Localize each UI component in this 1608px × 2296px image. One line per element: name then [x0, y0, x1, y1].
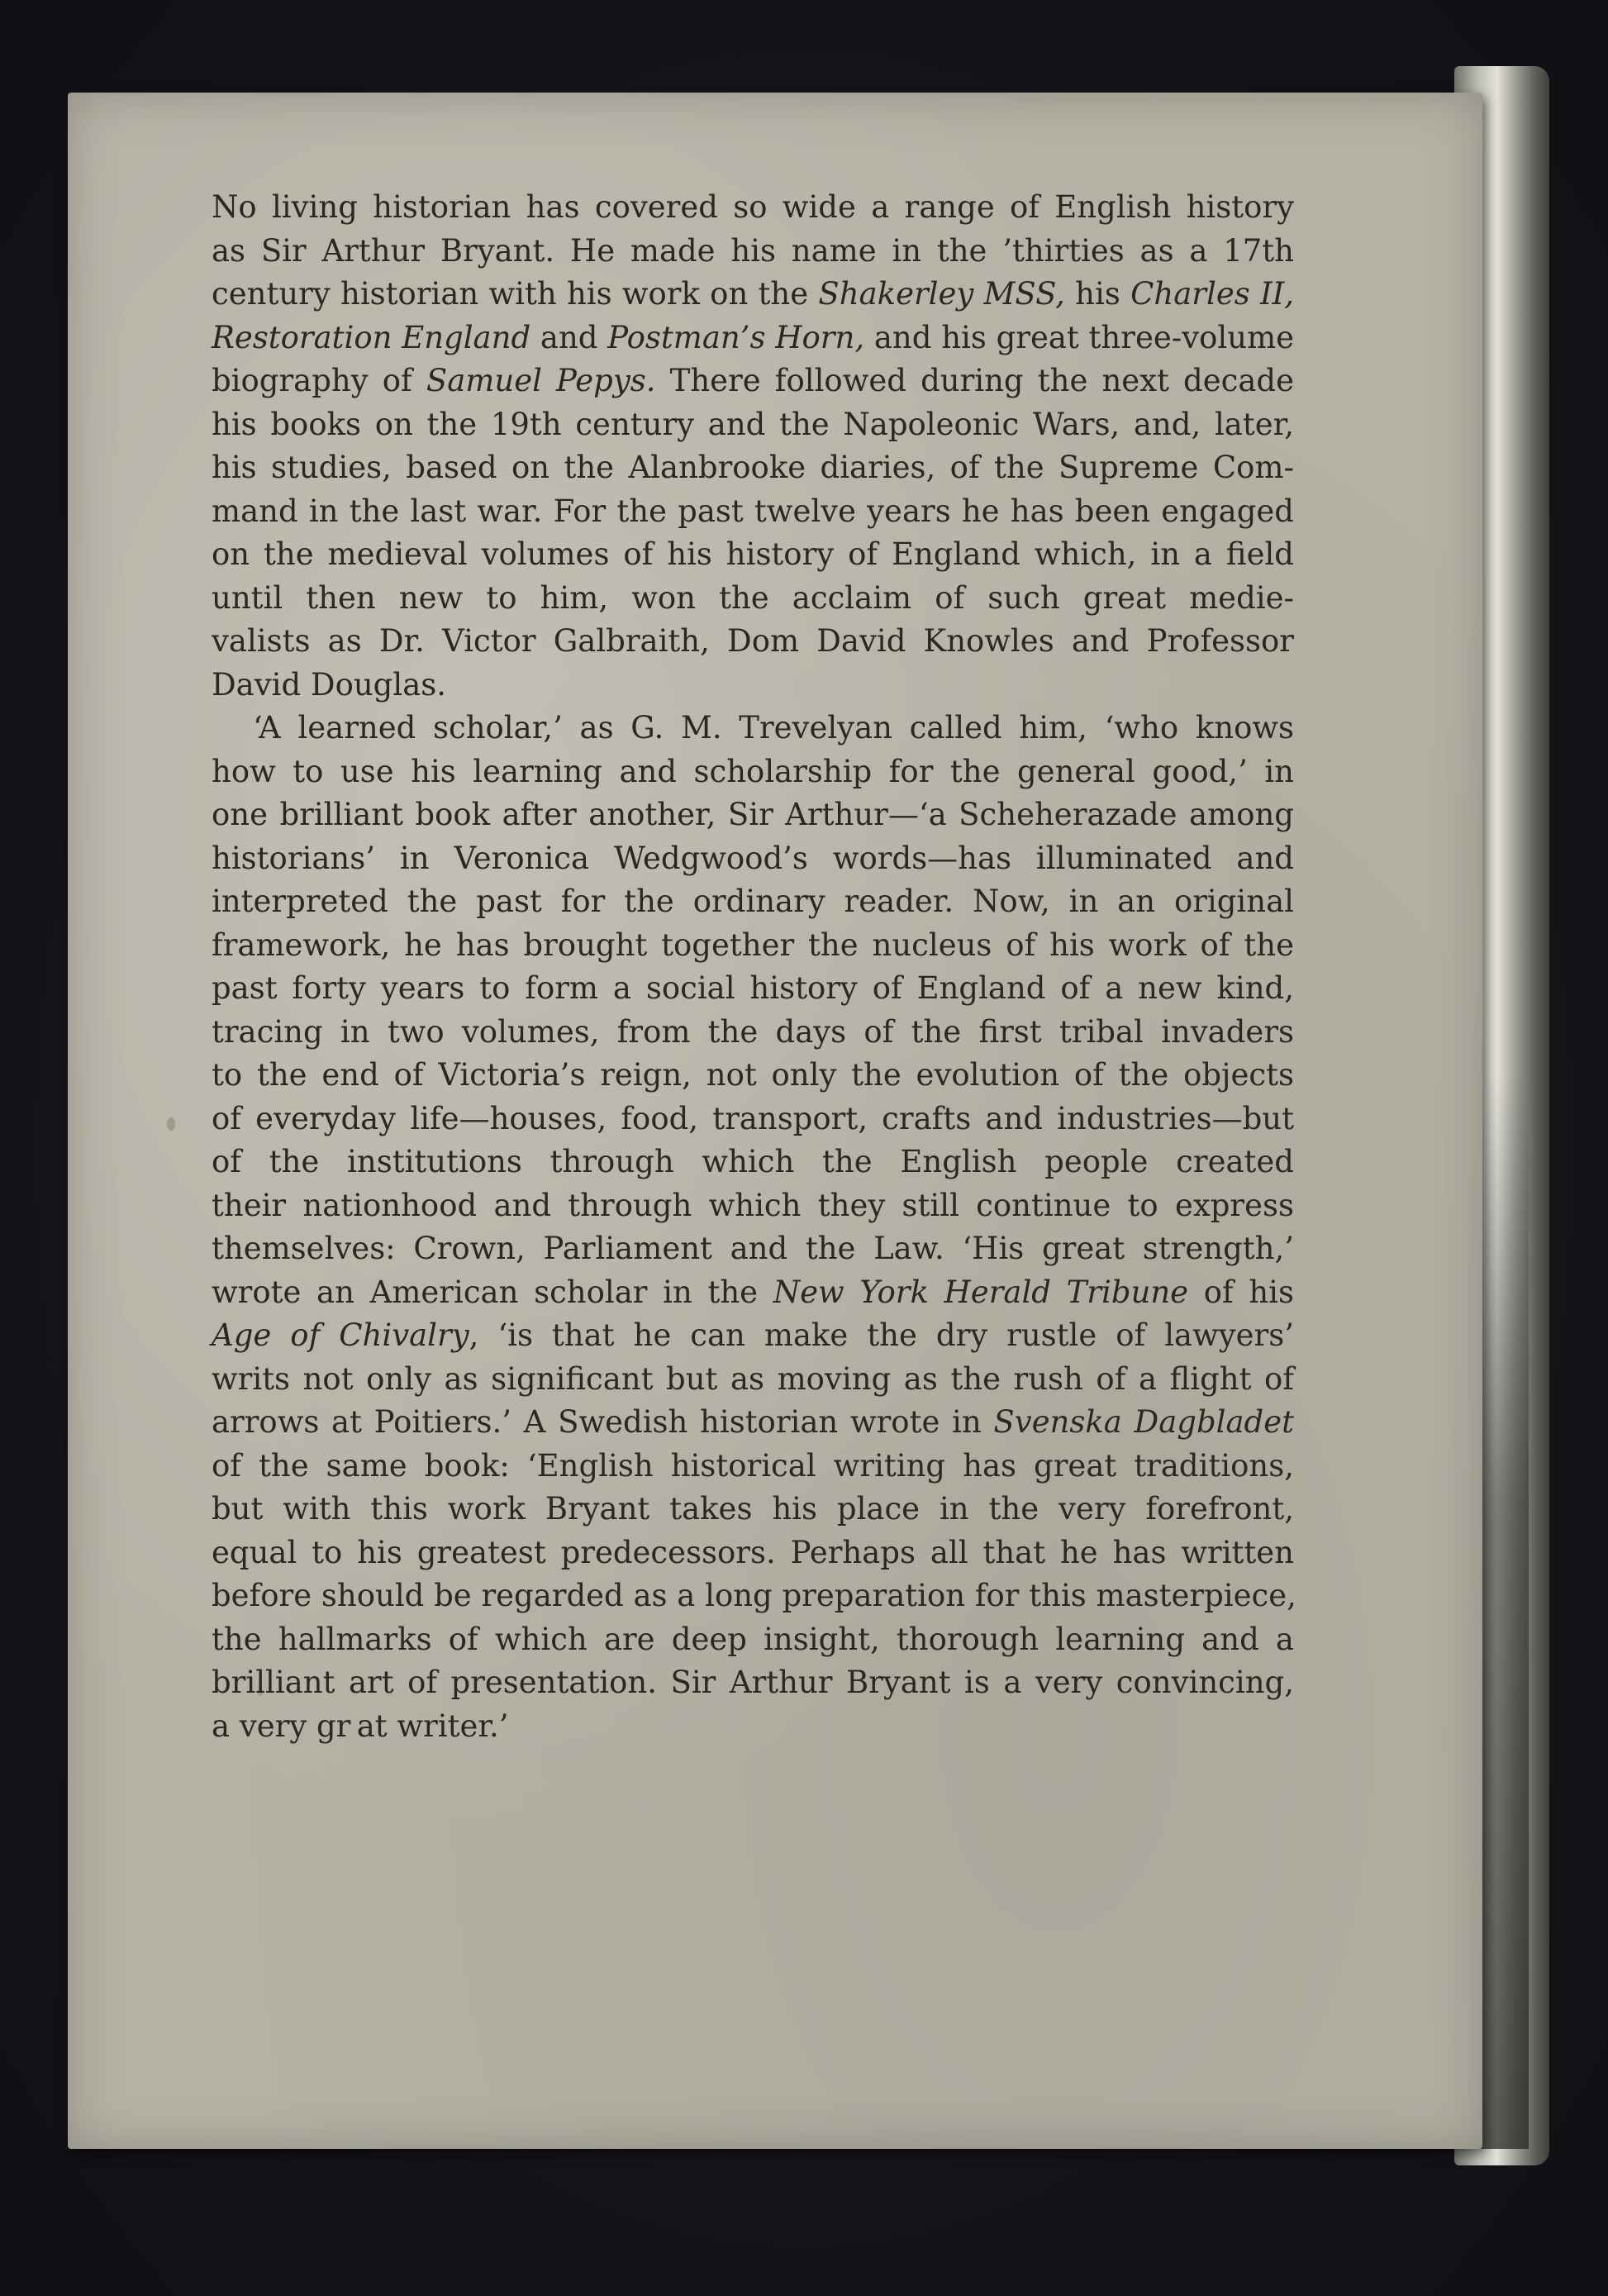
blurb-line — [212, 360, 1294, 403]
blurb-line: equal to his greatest predecessors. Perhaps all that he has written — [212, 1534, 1294, 1570]
blurb-line: his studies, based on the Alanbrooke diaries, of the Supreme Com- — [212, 450, 1294, 485]
blurb-fragment: There followed during the next decade — [655, 363, 1295, 398]
blurb-line — [212, 1271, 1294, 1315]
blurb-line: No living historian has covered so wide a range of English history — [212, 189, 1294, 225]
blurb-fragment: and his great three-volume — [864, 319, 1295, 355]
blurb-fragment: arrows at Poitiers.’ A Swedish historian wrote in — [212, 1404, 994, 1440]
blurb-fragment: of his — [1188, 1274, 1295, 1310]
blurb-line: of the same book: ‘English historical writing has great traditions, — [212, 1447, 1294, 1484]
blurb-line: the hallmarks of which are deep insight, thorough learning and a — [212, 1621, 1294, 1657]
blurb-line — [212, 1314, 1294, 1358]
italic-title: Charles II, — [1130, 276, 1294, 312]
italic-title: New York Herald Tribune — [773, 1274, 1189, 1310]
blurb-line: a very gr at writer.’ — [212, 1708, 509, 1744]
blurb-line: his books on the 19th century and the Napoleonic Wars, and, later, — [212, 406, 1294, 442]
blurb-line: historians’ in Veronica Wedgwood’s words—has illuminated and — [212, 840, 1294, 876]
blurb-line: past forty years to form a social history of England of a new kind, — [212, 970, 1294, 1006]
blurb-line: writs not only as significant but as moving as the rush of a flight of — [212, 1360, 1294, 1397]
blurb-fragment: biography of — [212, 363, 426, 398]
italic-title: Shakerley MSS, — [818, 276, 1065, 312]
spine-shadow — [1479, 1074, 1529, 2149]
blurb-fragment: wrote an American scholar in the — [212, 1274, 773, 1310]
blurb-line: to the end of Victoria’s reign, not only the evolution of the objects — [212, 1057, 1294, 1093]
blurb-line: their nationhood and through which they still continue to express — [212, 1187, 1294, 1223]
blurb-line: as Sir Arthur Bryant. He made his name in the ’thirties as a 17th — [212, 232, 1294, 269]
blurb-line: framework, he has brought together the nucleus of his work of the — [212, 926, 1294, 963]
blurb-line — [212, 317, 1294, 360]
blurb-fragment: , ‘is that he can make the dry rustle of lawyers’ — [469, 1317, 1294, 1353]
blurb-line: interpreted the past for the ordinary reader. Now, in an original — [212, 884, 1294, 919]
blurb-line: one brilliant book after another, Sir Arthur—‘a Scheherazade among — [212, 797, 1294, 832]
italic-title: Svenska Dagbladet — [993, 1404, 1294, 1440]
blurb-line: before should be regarded as a long preparation for this masterpiece, — [212, 1578, 1296, 1613]
blurb-line: of everyday life—houses, food, transport, crafts and industries—but — [212, 1100, 1294, 1136]
italic-title: Samuel Pepys. — [426, 363, 656, 398]
blurb-line: brilliant art of presentation. Sir Arthur Bryant is a very convincing, — [212, 1665, 1294, 1700]
blurb-text — [212, 186, 1294, 1748]
blurb-line: how to use his learning and scholarship for the general good,’ in — [212, 753, 1294, 789]
blurb-line: valists as Dr. Victor Galbraith, Dom David Knowles and Professor — [212, 623, 1294, 659]
italic-title: Restoration England — [212, 319, 531, 355]
blurb-fragment: and — [530, 319, 608, 355]
blurb-line: mand in the last war. For the past twelve years he has been engaged — [212, 493, 1294, 529]
paper-speck — [167, 1117, 175, 1131]
italic-title: Postman’s Horn, — [607, 319, 865, 355]
blurb-line: but with this work Bryant takes his place in the very forefront, — [212, 1491, 1294, 1527]
blurb-line: tracing in two volumes, from the days of the first tribal invaders — [212, 1013, 1294, 1050]
blurb-fragment: his — [1064, 276, 1131, 312]
blurb-line: David Douglas. — [212, 666, 447, 703]
blurb-line: until then new to him, won the acclaim of such great medie- — [212, 579, 1294, 616]
blurb-line: of the institutions through which the English people created — [212, 1144, 1294, 1179]
blurb-line: on the medieval volumes of his history of England which, in a field — [212, 536, 1294, 572]
blurb-line: themselves: Crown, Parliament and the Law. ‘His great strength,’ — [212, 1231, 1294, 1266]
blurb-line — [212, 273, 1294, 317]
italic-title: Age of Chivalry — [212, 1317, 469, 1353]
blurb-line — [212, 1401, 1294, 1445]
blurb-line: ‘A learned scholar,’ as G. M. Trevelyan called him, ‘who knows — [253, 710, 1294, 745]
blurb-fragment: century historian with his work on the — [212, 276, 819, 312]
